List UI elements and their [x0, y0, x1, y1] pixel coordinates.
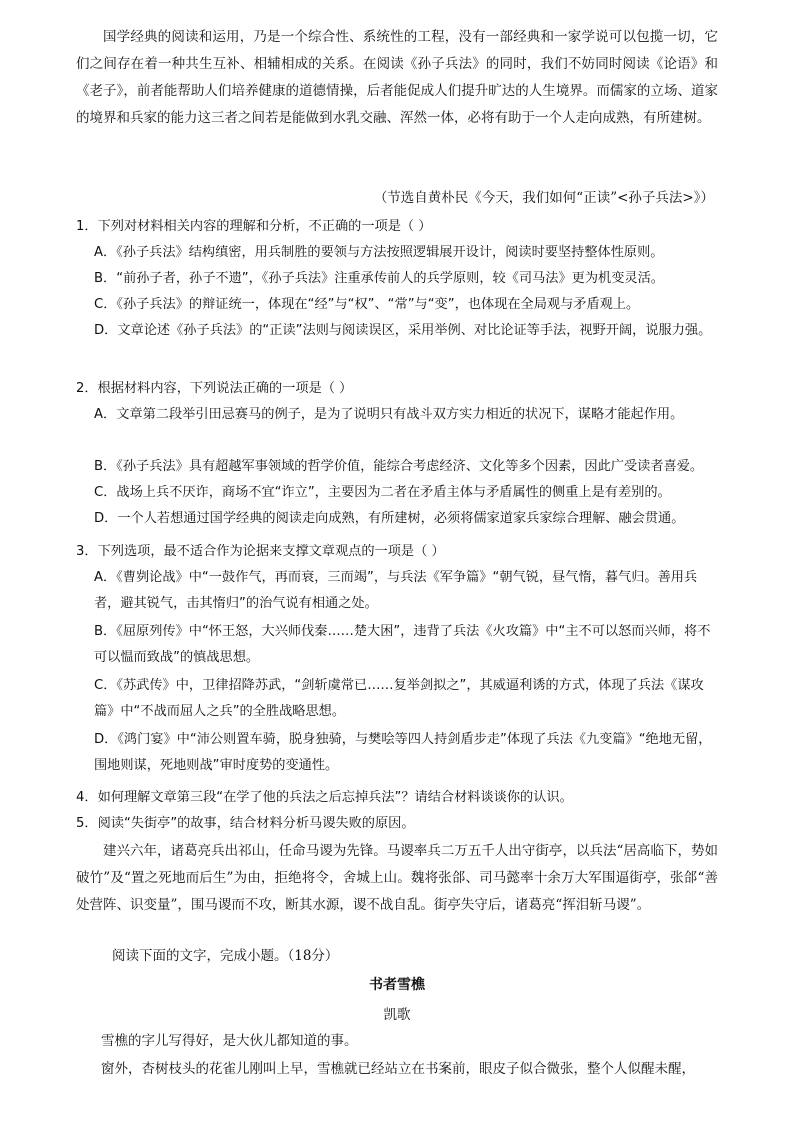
question-3-option-c[interactable]: C．《苏武传》中，卫律招降苏武，“剑斩虞常已……复举剑拟之”，其威逼利诱的方式，体现了兵法《谋攻篇》中“不战而屈人之兵”的全胜战略思想。: [94, 678, 704, 719]
story-paragraph: 建兴六年，诸葛亮兵出祁山，任命马谡为先锋。马谡率兵二万五千人出守街亭，以兵法“居高临下，势如破竹”及“置之死地而后生”为由，拒绝将令，舍城上山。魏将张郃、司马懿率十余万大军围逼街亭，张郃“善处营阵、识变量”，围马谡而不攻，断其水源，谡不战自乱。街亭失守后，诸葛亮“挥泪斩马谡”。: [76, 843, 718, 913]
question-2-option-c[interactable]: C．战场上兵不厌诈，商场不宜“诈立”，主要因为二者在矛盾主体与矛盾属性的侧重上是有差别的。: [94, 485, 671, 500]
story-title: 书者雪樵: [369, 977, 425, 993]
question-1-option-a[interactable]: A．《孙子兵法》结构缜密，用兵制胜的要领与方法按照逻辑展开设计，阅读时要坚持整体性原则。: [94, 245, 664, 260]
question-1-stem: 1．下列对材料相关内容的理解和分析，不正确的一项是（ ）: [76, 219, 432, 234]
question-3-stem: 3．下列选项，最不适合作为论据来支撑文章观点的一项是（ ）: [76, 544, 445, 559]
question-3-option-d[interactable]: D．《鸿门宴》中“沛公则置车骑，脱身独骑，与樊哙等四人持剑盾步走”体现了兵法《九变篇》“绝地无留，围地则谋，死地则战”审时度势的变通性。: [94, 732, 712, 773]
question-5-stem: 5．阅读“失街亭”的故事，结合材料分析马谡失败的原因。: [76, 816, 415, 831]
question-4-stem: 4．如何理解文章第三段“在学了他的兵法之后忘掉兵法”？请结合材料谈谈你的认识。: [76, 790, 573, 805]
question-3-option-a[interactable]: A．《曹刿论战》中“一鼓作气，再而衰，三而竭”，与兵法《军争篇》“朝气锐，昼气惰，暮气归。善用兵者，避其锐气，击其惰归”的治气说有相通之处。: [94, 570, 698, 611]
question-2-option-a[interactable]: A．文章第二段举引田忌赛马的例子，是为了说明只有战斗双方实力相近的状况下，谋略才能起作用。: [94, 407, 684, 422]
story-author: 凯歌: [383, 1007, 411, 1023]
question-1-option-b[interactable]: B．“前孙子者，孙子不遗”，《孙子兵法》注重承传前人的兵学原则，较《司马法》更为机变灵活。: [94, 271, 664, 286]
story-line-2: 窗外，杏树枝头的花雀儿刚叫上早，雪樵就已经站立在书案前，眼皮子似合微张，整个人似醒未醒，: [101, 1061, 695, 1077]
question-1-option-d[interactable]: D．文章论述《孙子兵法》的“正读”法则与阅读误区，采用举例、对比论证等手法，视野开阔，说服力强。: [94, 323, 712, 338]
question-1-option-c[interactable]: C．《孙子兵法》的辩证统一，体现在“经”与“权”、“常”与“变”，也体现在全局观与矛盾观上。: [94, 297, 640, 312]
passage-paragraph: 国学经典的阅读和运用，乃是一个综合性、系统性的工程，没有一部经典和一家学说可以包揽一切，它们之间存在着一种共生互补、相辅相成的关系。在阅读《孙子兵法》的同时，我们不妨同时阅读《论语》和《老子》，前者能帮助人们培养健康的道德情操，后者能促成人们提升旷达的人生境界。而儒家的立场、道家的境界和兵家的能力这三者之间若是能做到水乳交融、浑然一体，必将有助于一个人走向成熟，有所建树。: [76, 29, 718, 126]
question-2-stem: 2．根据材料内容，下列说法正确的一项是（ ）: [76, 381, 353, 396]
question-2-option-b[interactable]: B．《孙子兵法》具有超越军事领域的哲学价值，能综合考虑经济、文化等多个因素，因此广受读者喜爱。: [94, 459, 704, 474]
question-3-option-b[interactable]: B．《屈原列传》中“怀王怒，大兴师伐秦……楚大困”，违背了兵法《火攻篇》中“主不可以怒而兴师，将不可以愠而致战”的慎战思想。: [94, 624, 711, 665]
question-2-option-d[interactable]: D．一个人若想通过国学经典的阅读走向成熟，有所建树，必须将儒家道家兵家综合理解、融会贯通。: [94, 511, 685, 526]
reading-instruction: 阅读下面的文字，完成小题。（18分）: [112, 948, 339, 964]
passage-source: （节选自黄朴民《今天，我们如何“正读”<孙子兵法>》）: [373, 190, 714, 206]
story-line-1: 雪樵的字儿写得好，是大伙儿都知道的事。: [101, 1033, 358, 1049]
